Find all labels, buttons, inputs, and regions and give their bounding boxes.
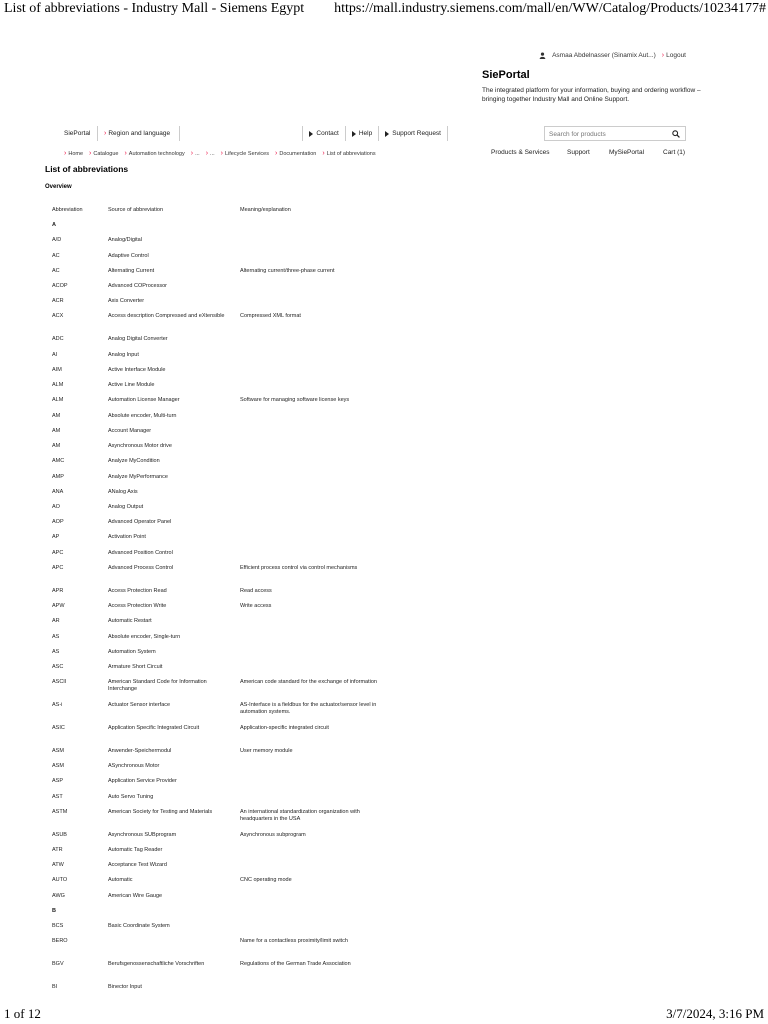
abbreviation-cell: AIM bbox=[52, 366, 62, 373]
source-cell: Advanced Process Control bbox=[108, 564, 174, 571]
triangle-right-icon bbox=[352, 131, 356, 137]
source-cell: Absolute encoder, Multi-turn bbox=[108, 412, 177, 419]
abbreviation-cell: AC bbox=[52, 252, 60, 259]
meaning-cell: Application-specific integrated circuit bbox=[240, 724, 329, 731]
abbreviation-cell: ALM bbox=[52, 382, 64, 388]
meaning-cell: American code standard for the exchange of information bbox=[240, 679, 377, 686]
abbreviation-cell: ADC bbox=[52, 336, 64, 343]
user-bar bbox=[539, 52, 686, 59]
source-cell: Access Protection Write bbox=[108, 603, 167, 609]
abbreviation-cell: BERO bbox=[52, 938, 68, 945]
chevron-right-icon: › bbox=[661, 52, 665, 59]
breadcrumb-automation[interactable]: Automation technology bbox=[128, 151, 185, 157]
abbreviation-cell: ASM bbox=[52, 747, 64, 754]
source-cell: Automatic Tag Reader bbox=[108, 846, 163, 853]
meaning-cell: Write access bbox=[240, 603, 272, 609]
abbreviation-cell: AMC bbox=[52, 458, 65, 465]
source-cell: Asynchronous SUBprogram bbox=[108, 831, 177, 838]
source-cell: Advanced COProcessor bbox=[108, 283, 167, 289]
meaning-cell: Software for managing software license keys bbox=[240, 397, 350, 404]
chevron-right-icon: › bbox=[89, 150, 92, 157]
source-cell: Axis Converter bbox=[108, 298, 145, 305]
source-cell: American Standard Code for Information Interchange bbox=[108, 679, 207, 693]
source-cell: Analog Input bbox=[108, 351, 139, 358]
nav-contact[interactable]: Contact bbox=[303, 126, 345, 141]
nav-help[interactable]: Help bbox=[346, 126, 379, 141]
abbreviation-cell: ASM bbox=[52, 763, 64, 769]
abbreviation-cell: ASP bbox=[52, 778, 64, 785]
breadcrumb-current: List of abbreviations bbox=[326, 151, 376, 157]
letter-heading: A bbox=[52, 222, 56, 228]
abbreviation-cell: APR bbox=[52, 587, 64, 594]
meaning-cell: User memory module bbox=[240, 747, 293, 754]
abbreviation-cell: AS bbox=[52, 633, 60, 640]
abbreviation-cell: ASCII bbox=[52, 679, 67, 686]
source-cell: Advanced Operator Panel bbox=[108, 519, 172, 526]
source-cell: Analog/Digital bbox=[108, 237, 142, 244]
meaning-cell: Alternating current/three-phase current bbox=[240, 267, 335, 274]
nav-support-request[interactable]: Support Request bbox=[379, 126, 448, 141]
abbreviation-cell: AM bbox=[52, 412, 61, 419]
source-cell: Berufsgenossenschaftliche Vorschriften bbox=[108, 961, 205, 968]
source-cell: Access description Compressed and eXtensible bbox=[108, 313, 225, 320]
abbreviation-cell: ASTM bbox=[52, 808, 68, 815]
chevron-right-icon: › bbox=[124, 150, 127, 157]
breadcrumb-catalogue[interactable]: Catalogue bbox=[93, 151, 119, 157]
print-title: List of abbreviations - Industry Mall - Siemens Egypt bbox=[4, 1, 305, 16]
meaning-cell: Read access bbox=[240, 587, 272, 594]
abbreviation-cell: ATR bbox=[52, 846, 63, 853]
abbreviation-cell: AOP bbox=[52, 519, 64, 526]
source-cell: Basic Coordinate System bbox=[108, 923, 170, 929]
page-number: 1 of 12 bbox=[4, 1006, 41, 1021]
search-icon[interactable] bbox=[672, 130, 680, 138]
source-cell: Binector Input bbox=[108, 984, 142, 990]
chevron-right-icon: › bbox=[275, 150, 278, 157]
meaning-cell: Name for a contactless proximity/limit switch bbox=[240, 938, 348, 945]
print-date: 3/7/2024, 3:16 PM bbox=[666, 1006, 764, 1021]
letter-heading: B bbox=[52, 907, 56, 914]
source-cell: Anwender-Speichermodul bbox=[108, 747, 172, 754]
abbreviation-cell: BGV bbox=[52, 961, 64, 968]
nav-cart[interactable]: Cart (1) bbox=[663, 149, 686, 156]
print-url: https://mall.industry.siemens.com/mall/en/WW/Catalog/Products/10234177# bbox=[334, 1, 766, 16]
abbreviation-cell: AO bbox=[52, 503, 60, 510]
meaning-cell: Efficient process control via control mechanisms bbox=[240, 564, 358, 571]
triangle-right-icon bbox=[385, 131, 389, 137]
source-cell: Asynchronous Motor drive bbox=[108, 443, 172, 449]
chevron-right-icon: › bbox=[104, 130, 107, 137]
search-box bbox=[544, 126, 686, 141]
source-cell: Alternating Current bbox=[108, 267, 155, 274]
abbreviation-cell: BCS bbox=[52, 923, 64, 929]
abbreviation-cell: ACX bbox=[52, 313, 64, 320]
abbreviation-cell: APC bbox=[52, 549, 64, 556]
source-cell: Acceptance Test Wizard bbox=[108, 862, 167, 869]
abbreviation-cell: AM bbox=[52, 427, 61, 434]
source-cell: Activation Point bbox=[108, 534, 146, 541]
abbreviation-cell: AST bbox=[52, 793, 63, 800]
search-input[interactable] bbox=[545, 128, 664, 140]
abbreviation-cell: ALM bbox=[52, 397, 64, 404]
abbreviation-cell: APW bbox=[52, 603, 65, 609]
meaning-cell: Asynchronous subprogram bbox=[240, 831, 306, 838]
meaning-cell: Compressed XML format bbox=[240, 313, 301, 320]
user-icon bbox=[539, 52, 546, 59]
user-name[interactable]: Asmaa Abdelnasser (Sinamix Aut...) bbox=[552, 52, 656, 59]
source-cell: Active Line Module bbox=[108, 382, 155, 388]
source-cell: Advanced Position Control bbox=[108, 549, 173, 556]
source-cell: Analyze MyPerformance bbox=[108, 473, 168, 480]
source-cell: ASynchronous Motor bbox=[108, 763, 160, 769]
abbreviation-cell: AWG bbox=[52, 892, 65, 899]
chevron-right-icon: › bbox=[322, 150, 325, 157]
section-heading: Overview bbox=[45, 184, 72, 190]
abbreviation-cell: AP bbox=[52, 534, 60, 541]
breadcrumb-documentation[interactable]: Documentation bbox=[279, 151, 317, 157]
source-cell: Adaptive Control bbox=[108, 252, 149, 259]
source-cell: Application Specific Integrated Circuit bbox=[108, 724, 200, 731]
source-cell: Automation License Manager bbox=[108, 397, 180, 404]
brand-name[interactable]: SiePortal bbox=[482, 69, 530, 81]
source-cell: Absolute encoder, Single-turn bbox=[108, 633, 181, 640]
brand-description: The integrated platform for your information, buying and ordering workflow – bringing together Industry Mall and Online Support. bbox=[482, 87, 701, 103]
source-cell: American Wire Gauge bbox=[108, 892, 163, 899]
abbreviation-cell: AI bbox=[52, 351, 58, 358]
nav-support[interactable]: Support bbox=[567, 149, 590, 156]
meaning-cell: An international standardization organization with headquarters in the USA bbox=[240, 808, 360, 822]
abbreviation-cell: ACOP bbox=[52, 283, 68, 289]
print-header bbox=[0, 0, 768, 20]
chevron-right-icon: › bbox=[190, 150, 194, 157]
abbreviation-cell: ASUB bbox=[52, 831, 67, 838]
source-cell: ANalog Axis bbox=[108, 488, 138, 495]
source-cell: Actuator Sensor interface bbox=[108, 702, 171, 709]
source-cell: Analog Digital Converter bbox=[108, 336, 168, 343]
abbreviation-cell: ANA bbox=[52, 488, 64, 495]
source-cell: Analyze MyCondition bbox=[108, 458, 160, 465]
service-nav bbox=[491, 149, 685, 156]
abbreviation-cell: AC bbox=[52, 267, 60, 274]
source-cell: Automation System bbox=[108, 648, 156, 655]
breadcrumb-home[interactable]: Home bbox=[68, 151, 84, 157]
abbreviation-cell: ASIC bbox=[52, 724, 65, 731]
column-header: Abbreviation bbox=[52, 207, 83, 213]
source-cell: Automatic bbox=[108, 877, 133, 884]
abbreviation-cell: AUTO bbox=[52, 877, 68, 884]
abbreviation-cell: APC bbox=[52, 564, 64, 571]
chevron-right-icon: › bbox=[220, 150, 223, 157]
chevron-right-icon: › bbox=[205, 150, 209, 157]
page-title: List of abbreviations bbox=[45, 164, 129, 174]
abbreviation-cell: ASC bbox=[52, 664, 64, 670]
meaning-cell: AS-Interface is a fieldbus for the actuator/sensor level in automation systems. bbox=[240, 702, 377, 716]
breadcrumb-lifecycle[interactable]: Lifecycle Services bbox=[224, 151, 269, 157]
logout-link[interactable]: Logout bbox=[666, 52, 686, 59]
breadcrumb bbox=[64, 150, 376, 157]
nav-region[interactable]: › Region and language bbox=[98, 126, 180, 141]
source-cell: Auto Servo Tuning bbox=[108, 793, 154, 800]
chevron-right-icon: › bbox=[64, 150, 67, 157]
abbreviation-cell: ATW bbox=[52, 862, 64, 869]
abbreviation-cell: AM bbox=[52, 443, 61, 449]
abbreviation-cell: AS-i bbox=[52, 702, 63, 709]
abbreviation-cell: AR bbox=[52, 618, 60, 625]
source-cell: Account Manager bbox=[108, 427, 152, 434]
nav-mysieportal[interactable]: MySiePortal bbox=[609, 149, 645, 156]
source-cell: Active Interface Module bbox=[108, 366, 166, 373]
triangle-right-icon bbox=[309, 131, 313, 137]
print-footer bbox=[0, 1004, 768, 1024]
source-cell: Access Protection Read bbox=[108, 587, 167, 594]
source-cell: Automatic Restart bbox=[108, 618, 152, 625]
source-cell: Armature Short Circuit bbox=[108, 664, 163, 670]
meaning-cell: Regulations of the German Trade Association bbox=[240, 961, 351, 968]
abbreviation-cell: AMP bbox=[52, 473, 64, 480]
abbreviation-cell: BI bbox=[52, 984, 58, 990]
source-cell: Application Service Provider bbox=[108, 778, 177, 785]
abbreviation-cell: ACR bbox=[52, 298, 64, 305]
breadcrumb-ellipsis-2[interactable]: ... bbox=[210, 151, 215, 157]
nav-products-services[interactable]: Products & Services bbox=[491, 149, 550, 156]
source-cell: American Society for Testing and Materials bbox=[108, 808, 213, 815]
nav-sieportal[interactable]: SiePortal bbox=[58, 126, 98, 141]
column-header: Meaning/explanation bbox=[240, 207, 291, 213]
top-nav bbox=[58, 126, 448, 141]
column-header: Source of abbreviation bbox=[108, 207, 164, 213]
meaning-cell: CNC operating mode bbox=[240, 877, 292, 884]
abbreviation-cell: A/D bbox=[52, 237, 62, 244]
breadcrumb-ellipsis-1[interactable]: ... bbox=[195, 151, 200, 157]
abbreviation-cell: AS bbox=[52, 648, 60, 655]
source-cell: Analog Output bbox=[108, 503, 144, 510]
